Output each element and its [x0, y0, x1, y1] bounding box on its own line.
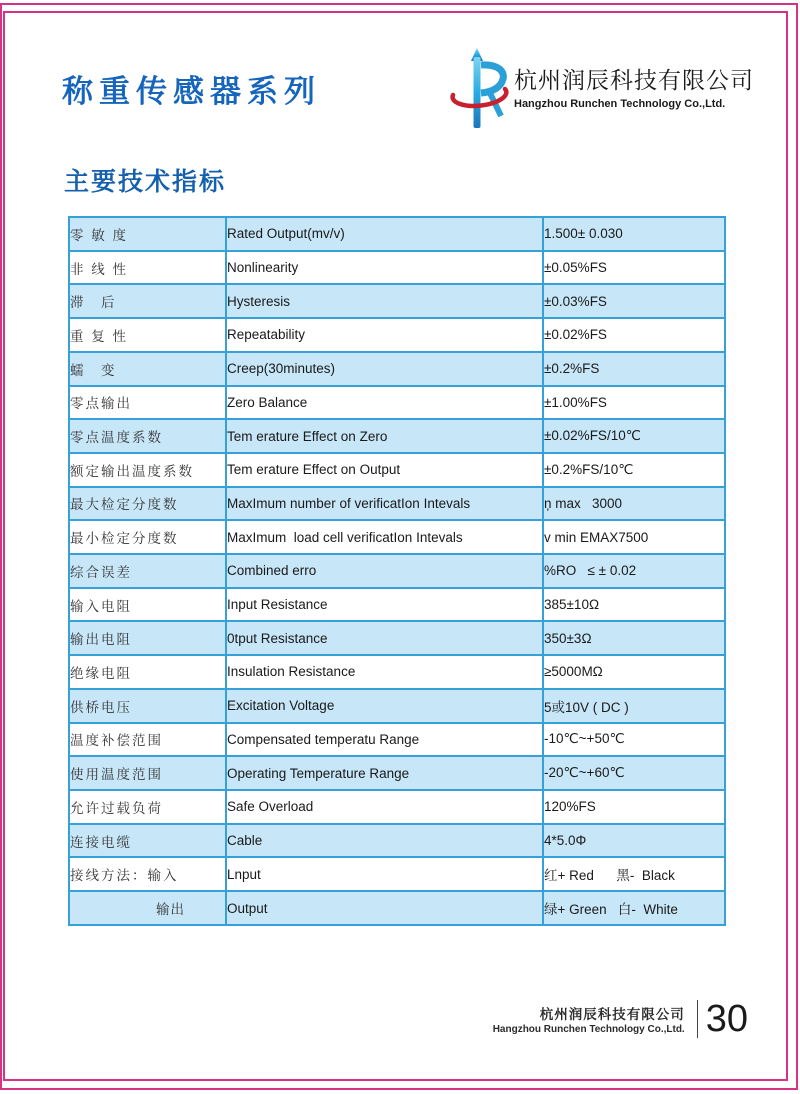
spec-name-en: Insulation Resistance: [226, 655, 543, 689]
spec-value: 120%FS: [543, 790, 725, 824]
spec-name-en: Input Resistance: [226, 588, 543, 622]
spec-name-zh: 最大检定分度数: [69, 487, 226, 521]
spec-name-en: Tem erature Effect on Output: [226, 453, 543, 487]
spec-name-zh: 滞 后: [69, 284, 226, 318]
page-footer: [493, 1000, 748, 1038]
spec-name-en: Repeatability: [226, 318, 543, 352]
footer-company-name-zh: 杭州润辰科技有限公司: [539, 1007, 685, 1022]
spec-value: v min EMAX7500: [543, 520, 725, 554]
spec-table-body: [69, 217, 725, 925]
footer-company-name-en: Hangzhou Runchen Technology Co.,Ltd.: [492, 1024, 685, 1035]
spec-value: ±0.05%FS: [543, 251, 725, 285]
spec-name-en: Combined erro: [226, 554, 543, 588]
spec-value: 385±10Ω: [543, 588, 725, 622]
spec-name-zh: 非 线 性: [69, 251, 226, 285]
header-company-name-en: Hangzhou Runchen Technology Co.,Ltd.: [514, 98, 726, 110]
table-row: [69, 756, 725, 790]
spec-name-en: Tem erature Effect on Zero: [226, 419, 543, 453]
spec-name-zh: 温度补偿范围: [69, 723, 226, 757]
spec-value: ±1.00%FS: [543, 386, 725, 420]
spec-name-zh: 输出: [69, 891, 226, 925]
spec-name-zh: 输出电阻: [69, 621, 226, 655]
spec-table: [68, 216, 726, 926]
spec-value: 5或10V ( DC ): [543, 689, 725, 723]
spec-value: 350±3Ω: [543, 621, 725, 655]
spec-name-en: MaxImum load cell verificatIon Intevals: [226, 520, 543, 554]
spec-name-en: Operating Temperature Range: [226, 756, 543, 790]
spec-value: 1.500± 0.030: [543, 217, 725, 251]
spec-value: 绿+ Green 白- White: [543, 891, 725, 925]
spec-name-en: Zero Balance: [226, 386, 543, 420]
table-row: [69, 723, 725, 757]
spec-value: 红+ Red 黑- Black: [543, 857, 725, 891]
spec-name-zh: 额定输出温度系数: [69, 453, 226, 487]
spec-name-en: 0tput Resistance: [226, 621, 543, 655]
spec-value: ±0.03%FS: [543, 284, 725, 318]
spec-name-zh: 零点输出: [69, 386, 226, 420]
spec-name-zh: 零点温度系数: [69, 419, 226, 453]
spec-value: 4*5.0Φ: [543, 824, 725, 858]
table-row: [69, 891, 725, 925]
footer-divider: [697, 1000, 698, 1038]
spec-value: -20℃~+60℃: [543, 756, 725, 790]
spec-name-zh: 允许过载负荷: [69, 790, 226, 824]
spec-name-en: Cable: [226, 824, 543, 858]
section-title: 主要技术指标: [64, 168, 227, 196]
spec-name-zh: 综合误差: [69, 554, 226, 588]
spec-name-en: Output: [226, 891, 543, 925]
table-row: [69, 689, 725, 723]
spec-value: ±0.2%FS: [543, 352, 725, 386]
spec-name-zh: 连接电缆: [69, 824, 226, 858]
spec-name-en: Safe Overload: [226, 790, 543, 824]
spec-name-zh: 输入电阻: [69, 588, 226, 622]
spec-value: ±0.2%FS/10℃: [543, 453, 725, 487]
logo-svg: [448, 48, 510, 134]
table-row: [69, 318, 725, 352]
spec-name-zh: 供桥电压: [69, 689, 226, 723]
spec-name-zh: 零 敏 度: [69, 217, 226, 251]
table-row: [69, 453, 725, 487]
spec-value: -10℃~+50℃: [543, 723, 725, 757]
table-row: [69, 352, 725, 386]
table-row: [69, 217, 725, 251]
table-row: [69, 520, 725, 554]
footer-company-block: [493, 1003, 685, 1035]
table-row: [69, 251, 725, 285]
spec-value: ±0.02%FS/10℃: [543, 419, 725, 453]
spec-name-zh: 最小检定分度数: [69, 520, 226, 554]
spec-name-en: Hysteresis: [226, 284, 543, 318]
table-row: [69, 857, 725, 891]
page-number: 30: [705, 998, 748, 1040]
table-row: [69, 824, 725, 858]
table-row: [69, 284, 725, 318]
spec-name-zh: 重 复 性: [69, 318, 226, 352]
table-row: [69, 554, 725, 588]
spec-name-zh: 使用温度范围: [69, 756, 226, 790]
spec-name-en: Rated Output(mv/v): [226, 217, 543, 251]
spec-name-en: Compensated temperatu Range: [226, 723, 543, 757]
table-row: [69, 790, 725, 824]
spec-value: ≥5000MΩ: [543, 655, 725, 689]
table-row: [69, 588, 725, 622]
spec-name-en: Nonlinearity: [226, 251, 543, 285]
spec-name-en: Creep(30minutes): [226, 352, 543, 386]
spec-value: %RO ≤ ± 0.02: [543, 554, 725, 588]
spec-name-zh: 接线方法：输入: [69, 857, 226, 891]
table-row: [69, 621, 725, 655]
table-row: [69, 419, 725, 453]
page-title: 称重传感器系列: [62, 74, 321, 109]
header-company-name-zh: 杭州润辰科技有限公司: [514, 67, 754, 93]
table-row: [69, 655, 725, 689]
table-row: [69, 487, 725, 521]
spec-name-zh: 蠕 变: [69, 352, 226, 386]
spec-name-en: Excitation Voltage: [226, 689, 543, 723]
spec-value: ņ max 3000: [543, 487, 725, 521]
table-row: [69, 386, 725, 420]
spec-name-zh: 绝缘电阻: [69, 655, 226, 689]
spec-value: ±0.02%FS: [543, 318, 725, 352]
spec-name-en: MaxImum number of verificatIon Intevals: [226, 487, 543, 521]
company-logo-icon: [448, 48, 510, 134]
spec-name-en: Lnput: [226, 857, 543, 891]
header-company-block: [514, 62, 764, 110]
